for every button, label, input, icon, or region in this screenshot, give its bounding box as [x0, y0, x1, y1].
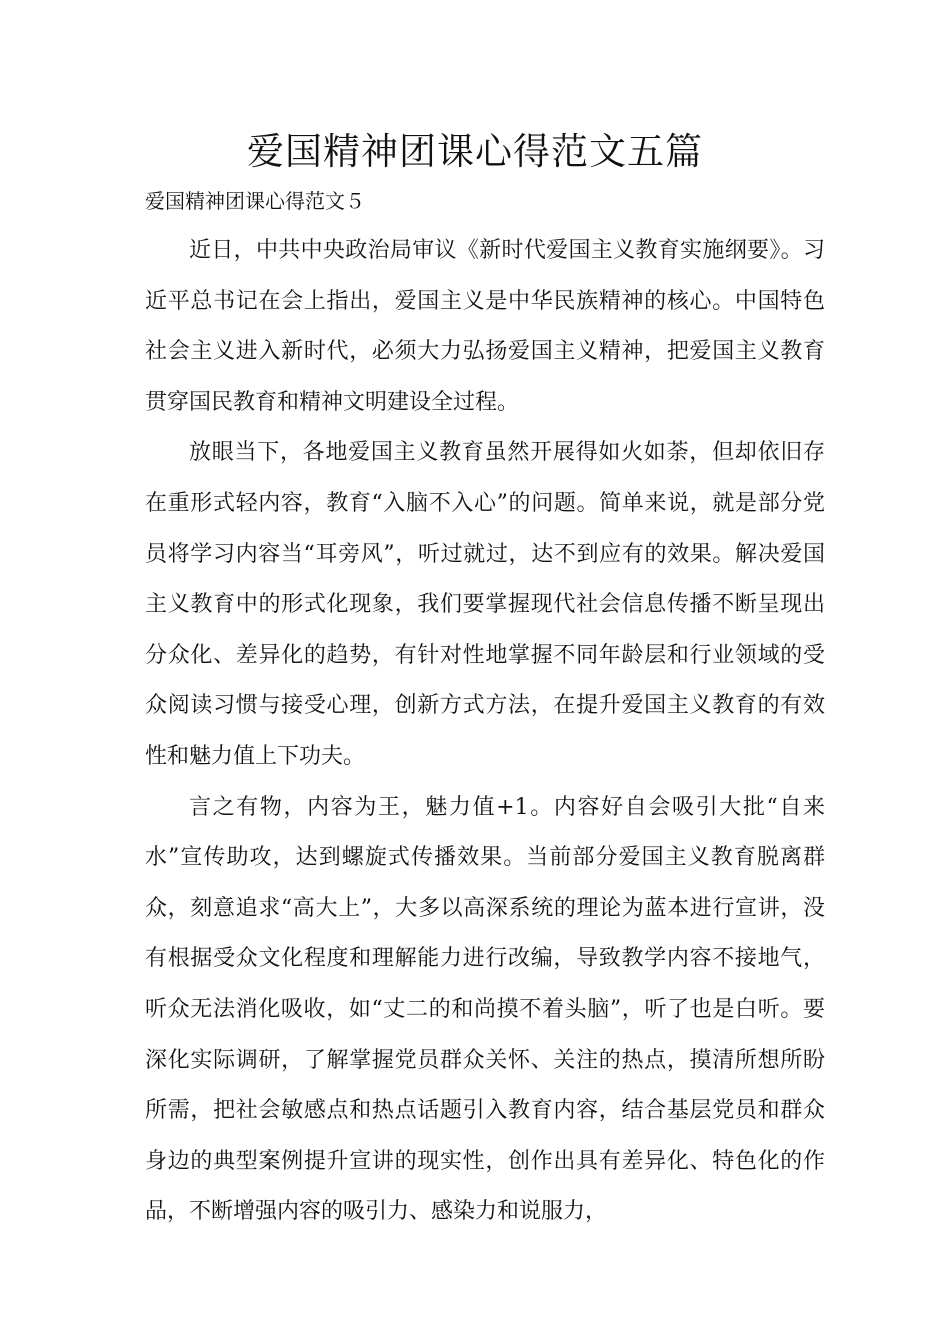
- paragraph-1: 近日，中共中央政治局审议《新时代爱国主义教育实施纲要》。习近平总书记在会上指出，爱国主义是中华民族精神的核心。中国特色社会主义进入新时代，必须大力弘扬爱国主义精神，把爱国主义教育贯穿国民教育和精神文明建设全过程。: [145, 238, 825, 415]
- document-title: 爱国精神团课心得范文五篇: [247, 130, 703, 173]
- document-subtitle: 爱国精神团课心得范文５: [145, 189, 365, 213]
- document-body: [145, 226, 825, 1238]
- paragraph-2: 放眼当下，各地爱国主义教育虽然开展得如火如荼，但却依旧存在重形式轻内容，教育“入脑不入心”的问题。简单来说，就是部分党员将学习内容当“耳旁风”，听过就过，达不到应有的效果。解决爱国主义教育中的形式化现象，我们要掌握现代社会信息传播不断呈现出分众化、差异化的趋势，有针对性地掌握不同年龄层和行业领域的受众阅读习惯与接受心理，创新方式方法，在提升爱国主义教育的有效性和魅力值上下功夫。: [145, 440, 825, 769]
- paragraph-3: 言之有物，内容为王，魅力值+1。内容好自会吸引大批“自来水”宣传助攻，达到螺旋式传播效果。当前部分爱国主义教育脱离群众，刻意追求“高大上”，大多以高深系统的理论为蓝本进行宣讲，没有根据受众文化程度和理解能力进行改编，导致教学内容不接地气，听众无法消化吸收，如“丈二的和尚摸不着头脑”，听了也是白听。要深化实际调研，了解掌握党员群众关怀、关注的热点，摸清所想所盼所需，把社会敏感点和热点话题引入教育内容，结合基层党员和群众身边的典型案例提升宣讲的现实性，创作出具有差异化、特色化的作品，不断增强内容的吸引力、感染力和说服力，: [145, 794, 825, 1225]
